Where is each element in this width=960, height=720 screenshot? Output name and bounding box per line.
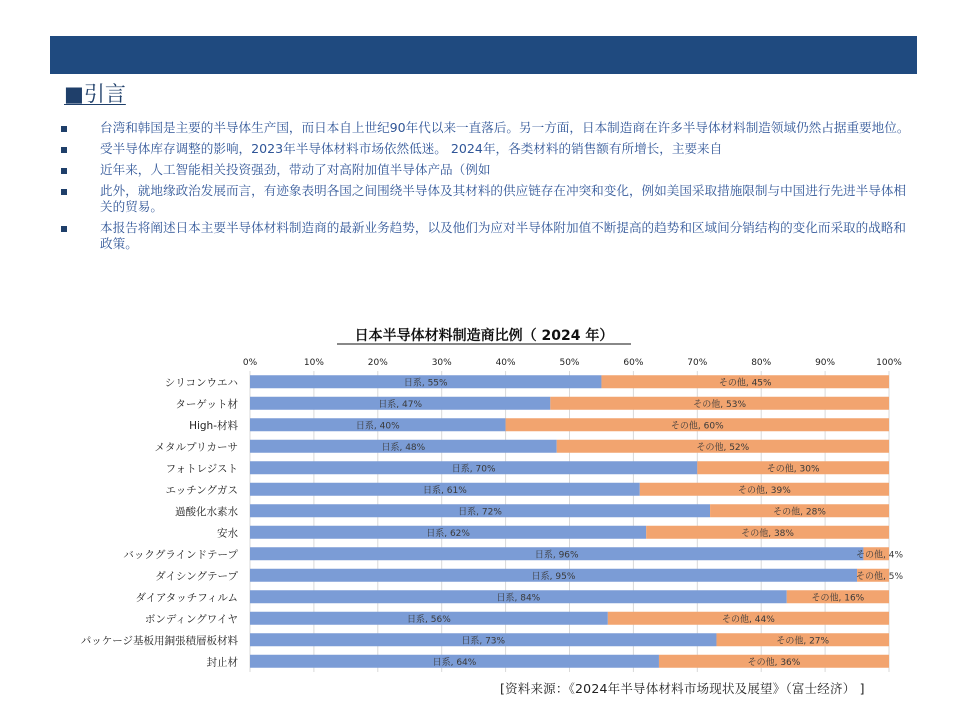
category-label: メタルプリカーサ (154, 441, 238, 454)
x-tick-label: 10% (303, 358, 324, 368)
x-tick-label: 30% (431, 358, 452, 368)
x-tick-label: 80% (751, 358, 772, 368)
category-label: 封止材 (206, 656, 238, 669)
bullet-text: 本报告将阐述日本主要半导体材料制造商的最新业务趋势，以及他们为应对半导体附加值不断提高的趋势和区域间分销结构的变化而采取的战略和政策。 (100, 220, 906, 251)
data-label: その他, 60% (670, 421, 724, 432)
category-label: エッチングガス (165, 484, 238, 497)
bullet-text: 受半导体库存调整的影响，2023年半导体材料市场依然低迷。 2024年，各类材料的销售额有所增长，主要来自 (100, 141, 723, 156)
category-labels (81, 377, 239, 669)
category-label: バックグラインドテープ (123, 548, 238, 561)
data-label: 日系, 96% (534, 550, 579, 561)
category-label: High-材料 (189, 419, 238, 432)
data-label: 日系, 61% (423, 485, 467, 496)
data-label: その他, 5% (856, 571, 903, 582)
x-tick-label: 40% (495, 358, 516, 368)
data-label: 日系, 84% (496, 593, 541, 604)
category-label: フォトレジスト (165, 462, 238, 475)
data-label: 日系, 55% (403, 378, 448, 389)
data-label: その他, 36% (747, 657, 801, 668)
data-label: その他, 44% (722, 614, 775, 625)
data-label: 日系, 56% (407, 614, 451, 625)
gridlines (250, 371, 889, 672)
bullet-text: 台湾和韩国是主要的半导体生产国，而日本自上世纪90年代以来一直落后。另一方面，日本制造商在许多半导体材料制造领域仍然占据重要地位。 (100, 120, 910, 135)
data-label: 日系, 72% (458, 507, 502, 518)
data-label: 日系, 48% (381, 442, 426, 453)
data-label: その他, 39% (738, 485, 791, 496)
section-heading: ■引言 (64, 82, 126, 106)
data-label: 日系, 73% (461, 636, 506, 647)
category-label: ボンディングワイヤ (144, 613, 238, 626)
data-label: 日系, 62% (426, 528, 470, 539)
bullet-text: 近年来，人工智能相关投资强劲，带动了对高附加值半导体产品（例如 (100, 162, 491, 177)
data-label: その他, 27% (776, 636, 830, 647)
category-label: シリコンウエハ (164, 376, 238, 389)
category-label: 過酸化水素水 (175, 505, 238, 518)
x-tick-label: 60% (623, 358, 644, 368)
x-tick-label: 0% (242, 358, 258, 368)
category-label: 安水 (217, 527, 238, 540)
data-label: その他, 45% (718, 378, 772, 389)
data-label: 日系, 40% (355, 421, 400, 432)
category-label: ターゲット材 (175, 398, 238, 411)
category-label: ダイアタッチフィルム (135, 591, 238, 604)
data-label: 日系, 95% (531, 571, 576, 582)
x-axis-ticks (243, 358, 902, 368)
source-note: [资料来源：《2024年半导体材料市场现状及展望》（富士经济） ] (500, 681, 865, 696)
data-label: その他, 38% (741, 528, 794, 539)
data-label: 日系, 47% (378, 399, 423, 410)
data-label: その他, 4% (856, 550, 903, 561)
data-label: 日系, 70% (451, 464, 496, 475)
x-tick-label: 70% (687, 358, 708, 368)
data-label: その他, 52% (696, 442, 750, 453)
data-label: その他, 53% (693, 399, 747, 410)
x-tick-label: 50% (559, 358, 580, 368)
category-label: パッケージ基板用銅張積層板材料 (80, 634, 238, 647)
data-label: その他, 16% (811, 593, 865, 604)
chart-title: 日本半导体材料制造商比例（ 2024 年） (354, 328, 614, 344)
category-label: ダイシングテープ (155, 570, 238, 583)
bars (250, 375, 903, 668)
data-label: その他, 30% (766, 464, 820, 475)
data-label: 日系, 64% (432, 657, 477, 668)
x-tick-label: 90% (815, 358, 836, 368)
x-tick-label: 20% (367, 358, 388, 368)
bullet-text: 此外，就地缘政治发展而言，有迹象表明各国之间围绕半导体及其材料的供应链存在冲突和变化，例如美国采取措施限制与中国进行先进半导体相关的贸易。 (100, 183, 906, 214)
data-label: その他, 28% (773, 507, 826, 518)
x-tick-label: 100% (876, 358, 902, 368)
